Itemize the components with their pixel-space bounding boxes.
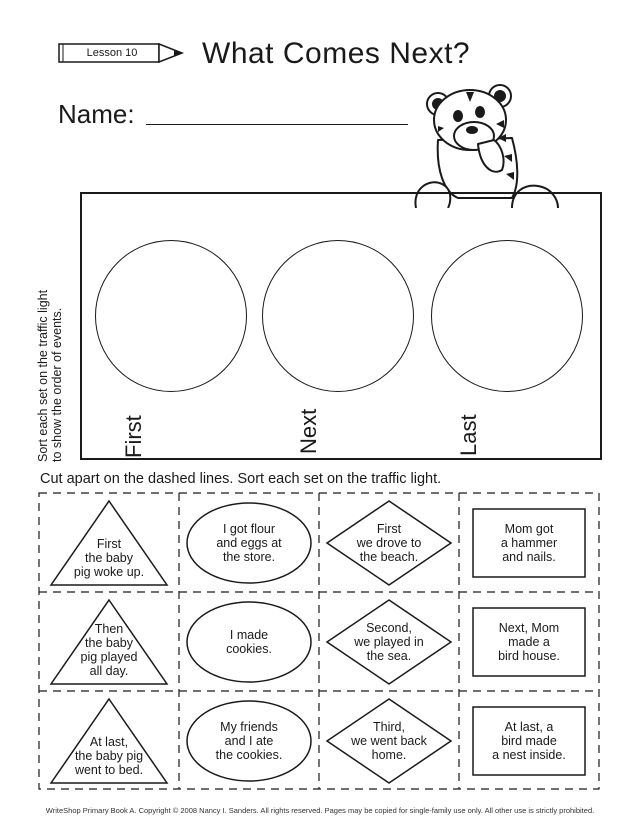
tiger-illustration-icon: [408, 80, 560, 208]
name-label: Name:: [58, 99, 135, 129]
sequence-card-diamond[interactable]: [319, 691, 459, 791]
card-text-line: made a: [508, 635, 550, 649]
card-text-line: bird made: [501, 734, 557, 748]
card-text-line: bird house.: [498, 649, 560, 663]
card-text-line: the cookies.: [215, 748, 283, 762]
card-text-line: we played in: [354, 635, 424, 649]
card-text-line: the baby: [85, 636, 133, 650]
sequence-card-triangle[interactable]: [39, 592, 179, 692]
card-text-line: and I ate: [224, 734, 274, 748]
sequence-card-triangle[interactable]: [39, 493, 179, 593]
card-text-line: all day.: [89, 664, 129, 678]
card-text-line: Third,: [373, 720, 405, 734]
last-label: Last: [456, 414, 481, 456]
card-text-line: cookies.: [226, 642, 272, 656]
card-text-line: First: [96, 537, 122, 551]
sequence-card-rectangle[interactable]: [459, 691, 599, 791]
card-text-line: First: [376, 522, 402, 536]
card-text-line: Second,: [366, 621, 412, 635]
card-text-line: I made: [229, 628, 269, 642]
card-text: [39, 735, 179, 777]
card-text-line: went to bed.: [74, 763, 144, 777]
card-text: [459, 621, 599, 663]
first-light-circle[interactable]: [95, 240, 247, 392]
card-text-line: home.: [371, 748, 407, 762]
card-text: [179, 522, 319, 564]
lesson-number: Lesson 10: [86, 47, 138, 59]
side-instruction: [36, 232, 64, 462]
card-text-line: the baby pig: [74, 749, 144, 763]
card-text: [39, 537, 179, 579]
card-text: [319, 621, 459, 663]
card-text-line: a hammer: [500, 536, 558, 550]
card-text: [179, 628, 319, 656]
card-text-line: Next, Mom: [498, 621, 560, 635]
card-text-line: the baby: [85, 551, 133, 565]
sequence-card-triangle[interactable]: [39, 691, 179, 791]
card-text-line: My friends: [220, 720, 278, 734]
name-write-line[interactable]: [146, 124, 408, 125]
sequence-card-diamond[interactable]: [319, 493, 459, 593]
copyright-footer: WriteShop Primary Book A. Copyright © 2008 Nancy I. Sanders. All rights reserved. Pages may be copied for single-family use only. All other use is strictly prohibited.: [45, 806, 595, 815]
side-instruction-line-2: to show the order of events.: [50, 307, 64, 462]
sequence-card-oval[interactable]: [179, 691, 319, 791]
page-title: What Comes Next?: [202, 37, 471, 70]
card-text-line: a nest inside.: [492, 748, 566, 762]
card-text-line: and nails.: [502, 550, 556, 564]
card-text-line: the beach.: [359, 550, 419, 564]
card-text-line: At last,: [89, 735, 129, 749]
card-text-line: Mom got: [504, 522, 554, 536]
sequence-card-diamond[interactable]: [319, 592, 459, 692]
card-text-line: and eggs at: [216, 536, 282, 550]
card-text: [39, 622, 179, 678]
card-text-line: pig woke up.: [73, 565, 145, 579]
card-text: [459, 720, 599, 762]
card-text: [319, 522, 459, 564]
card-text: [319, 720, 459, 762]
card-text-line: the sea.: [366, 649, 412, 663]
card-text-line: At last, a: [504, 720, 554, 734]
card-text: [179, 720, 319, 762]
card-text-line: pig played: [80, 650, 138, 664]
sequence-card-rectangle[interactable]: [459, 592, 599, 692]
card-text-line: the store.: [222, 550, 276, 564]
cut-instruction: Cut apart on the dashed lines. Sort each set on the traffic light.: [40, 471, 442, 487]
card-text-line: Then: [94, 622, 124, 636]
sequence-card-rectangle[interactable]: [459, 493, 599, 593]
next-label: Next: [296, 408, 321, 454]
card-text-line: I got flour: [222, 522, 276, 536]
last-light-circle[interactable]: [431, 240, 583, 392]
first-label: First: [121, 415, 146, 458]
card-text-line: we went back: [351, 734, 427, 748]
side-instruction-line-1: Sort each set on the traffic light: [36, 289, 50, 462]
cut-apart-grid: [38, 492, 600, 790]
card-text: [459, 522, 599, 564]
sequence-card-oval[interactable]: [179, 592, 319, 692]
next-light-circle[interactable]: [262, 240, 414, 392]
card-text-line: we drove to: [356, 536, 422, 550]
sequence-card-oval[interactable]: [179, 493, 319, 593]
